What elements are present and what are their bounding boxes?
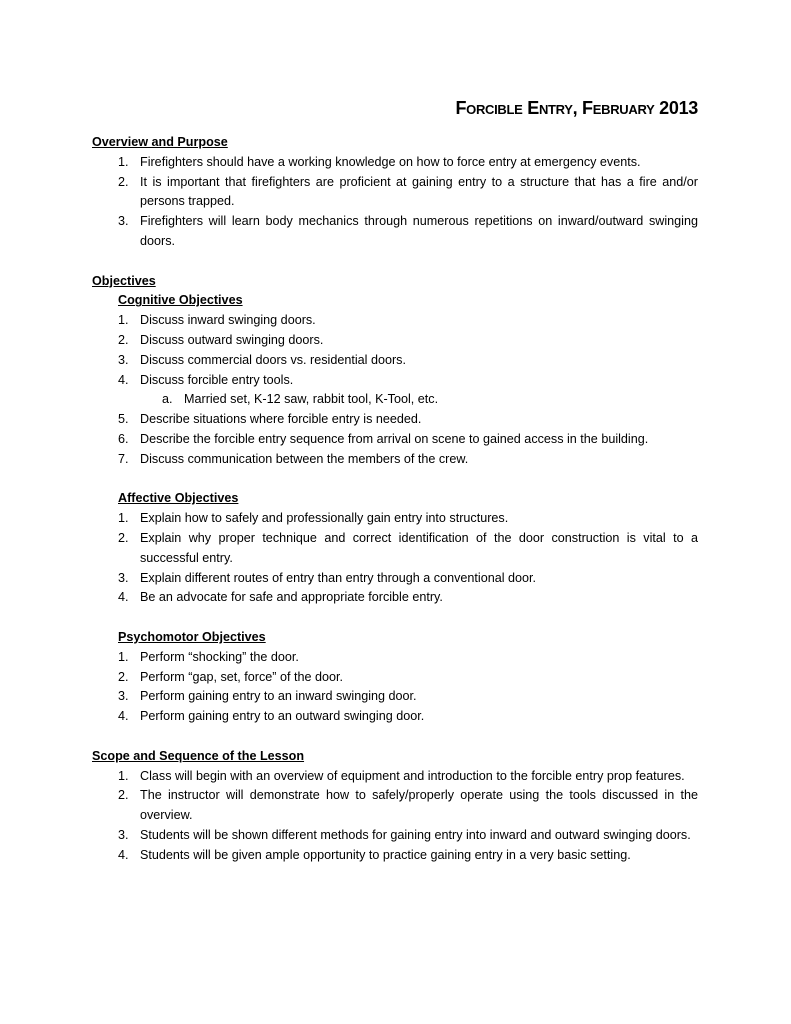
list-item [92, 569, 698, 589]
list-text: Students will be given ample opportunity to practice gaining entry in a very basic setting. [140, 847, 631, 862]
list-number: 4. [118, 590, 129, 605]
list-item [92, 212, 698, 252]
list-item [92, 707, 698, 727]
list-number: 5. [118, 412, 129, 427]
list-number: 6. [118, 431, 129, 446]
list-number: 1. [118, 313, 129, 328]
list-number: 1. [118, 511, 129, 526]
list-text: Discuss commercial doors vs. residential doors. [140, 352, 406, 367]
list-number: 3. [118, 214, 129, 229]
affective-list [92, 509, 698, 608]
list-number: 4. [118, 847, 129, 862]
list-text: Discuss communication between the members of the crew. [140, 451, 469, 466]
section-heading-scope: Scope and Sequence of the Lesson [92, 748, 305, 763]
list-text: The instructor will demonstrate how to safely/properly operate using the tools discussed in the overview. [140, 788, 698, 823]
list-text: Discuss outward swinging doors. [140, 332, 324, 347]
list-number: 4. [118, 372, 129, 387]
list-number: 1. [118, 154, 129, 169]
list-text: Explain why proper technique and correct identification of the door construction is vital to a successful entry. [140, 530, 698, 565]
list-item [92, 371, 698, 391]
document-title: Forcible Entry, February 2013 [455, 98, 698, 118]
list-text: Perform gaining entry to an outward swinging door. [140, 709, 425, 724]
list-text: Explain how to safely and professionally gain entry into structures. [140, 511, 509, 526]
overview-list [92, 153, 698, 252]
list-text: Describe the forcible entry sequence from arrival on scene to gained access in the building. [140, 431, 649, 446]
list-number: 3. [118, 689, 129, 704]
list-text: Class will begin with an overview of equipment and introduction to the forcible entry prop features. [140, 768, 685, 783]
subheading-psychomotor: Psychomotor Objectives [118, 629, 266, 644]
list-text: Discuss forcible entry tools. [140, 372, 294, 387]
list-number: 2. [118, 530, 129, 545]
list-text: Perform gaining entry to an inward swinging door. [140, 689, 417, 704]
subheading-affective: Affective Objectives [118, 491, 239, 506]
list-item [92, 509, 698, 529]
list-item [92, 430, 698, 450]
document-body [92, 133, 698, 865]
list-text: Students will be shown different methods for gaining entry into inward and outward swinging doors. [140, 827, 691, 842]
list-number: 2. [118, 332, 129, 347]
list-item [92, 331, 698, 351]
list-text: Firefighters will learn body mechanics through numerous repetitions on inward/outward swinging doors. [140, 214, 698, 248]
list-item [92, 450, 698, 470]
list-item [92, 767, 698, 787]
list-text: Be an advocate for safe and appropriate forcible entry. [140, 590, 443, 605]
list-text: Describe situations where forcible entry is needed. [140, 412, 422, 427]
section-heading-overview: Overview and Purpose [92, 135, 228, 149]
list-number: 3. [118, 352, 129, 367]
list-item [92, 390, 698, 410]
cognitive-list [92, 311, 698, 469]
list-item [92, 846, 698, 866]
list-text: Explain different routes of entry than entry through a conventional door. [140, 570, 537, 585]
list-text: Discuss inward swinging doors. [140, 313, 316, 328]
list-item [92, 410, 698, 430]
psychomotor-list [92, 648, 698, 727]
list-item [92, 153, 698, 173]
list-item [92, 648, 698, 668]
section-heading-objectives: Objectives [92, 273, 156, 288]
list-number: 3. [118, 570, 129, 585]
list-number: 7. [118, 451, 129, 466]
list-text: Married set, K-12 saw, rabbit tool, K-Tool, etc. [184, 392, 439, 407]
list-number: 1. [118, 768, 129, 783]
list-item [92, 311, 698, 331]
list-number: 2. [118, 174, 129, 189]
list-text: Firefighters should have a working knowledge on how to force entry at emergency events. [140, 154, 641, 169]
list-text: Perform “gap, set, force” of the door. [140, 669, 343, 684]
list-item [92, 588, 698, 608]
list-item [92, 173, 698, 213]
list-item [92, 687, 698, 707]
list-number: 4. [118, 709, 129, 724]
list-item [92, 668, 698, 688]
list-number: 1. [118, 649, 129, 664]
list-item [92, 351, 698, 371]
list-number: 3. [118, 827, 129, 842]
scope-list [92, 767, 698, 866]
list-number: a. [162, 392, 173, 407]
list-number: 2. [118, 788, 129, 803]
list-text: Perform “shocking” the door. [140, 649, 299, 664]
list-item [92, 826, 698, 846]
list-item [92, 786, 698, 826]
list-item [92, 529, 698, 569]
list-number: 2. [118, 669, 129, 684]
list-text: It is important that firefighters are proficient at gaining entry to a structure that has a fire and/or persons trapped. [140, 174, 698, 209]
subheading-cognitive: Cognitive Objectives [118, 293, 243, 308]
